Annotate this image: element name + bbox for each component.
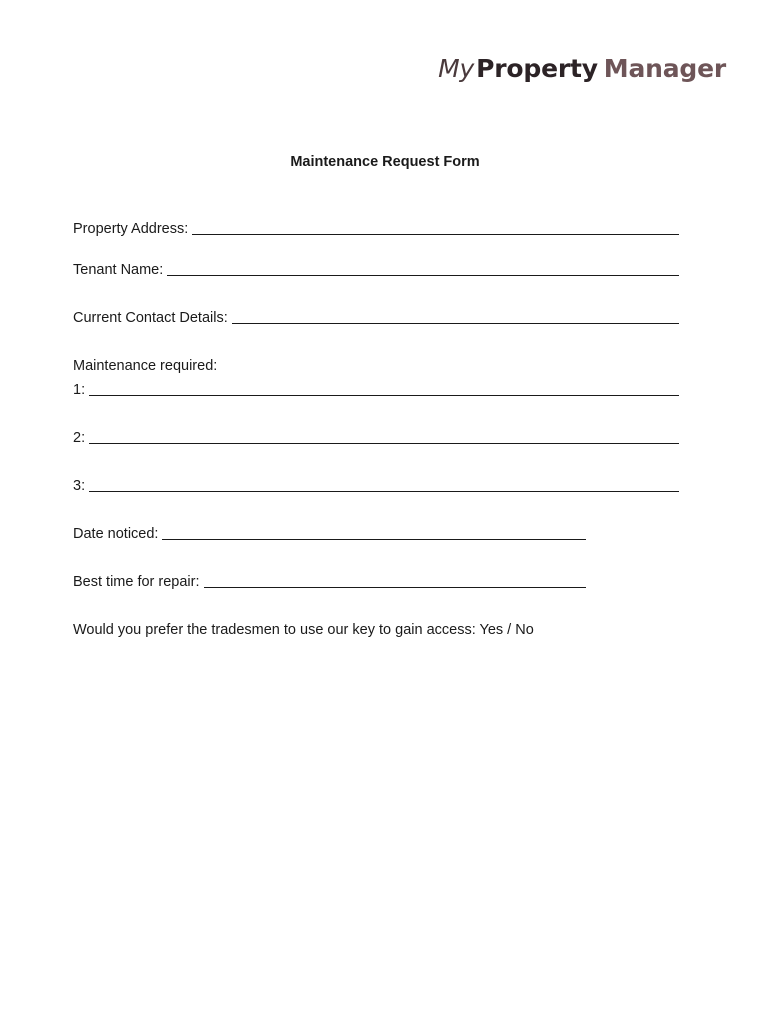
maintenance-item-2-row: [73, 429, 679, 447]
date-noticed-label: Date noticed:: [73, 526, 159, 542]
form-title: Maintenance Request Form: [290, 154, 480, 170]
contact-details-field[interactable]: [232, 323, 679, 324]
best-time-row: [73, 573, 586, 591]
property-address-label: Property Address:: [73, 221, 189, 237]
logo-property-text: Property: [476, 54, 598, 83]
contact-details-row: [73, 309, 679, 327]
tenant-name-row: [73, 261, 679, 279]
maintenance-item-1-row: [73, 381, 679, 399]
maintenance-required-heading: Maintenance required:: [73, 358, 218, 374]
key-access-question: Would you prefer the tradesmen to use our key to gain access: Yes / No: [73, 622, 534, 638]
logo-manager-text: Manager: [603, 54, 726, 83]
tenant-name-field[interactable]: [167, 275, 679, 276]
tenant-name-label: Tenant Name:: [73, 262, 164, 278]
date-noticed-row: [73, 525, 586, 543]
maintenance-item-3-field[interactable]: [89, 491, 679, 492]
property-address-field[interactable]: [192, 234, 679, 235]
best-time-field[interactable]: [204, 587, 586, 588]
maintenance-item-1-label: 1:: [73, 382, 86, 398]
brand-logo: [438, 52, 726, 86]
maintenance-item-3-label: 3:: [73, 478, 86, 494]
property-address-row: [73, 220, 679, 238]
maintenance-item-1-field[interactable]: [89, 395, 679, 396]
date-noticed-field[interactable]: [162, 539, 586, 540]
best-time-label: Best time for repair:: [73, 574, 200, 590]
maintenance-item-2-field[interactable]: [89, 443, 679, 444]
maintenance-item-2-label: 2:: [73, 430, 86, 446]
maintenance-item-3-row: [73, 477, 679, 495]
contact-details-label: Current Contact Details:: [73, 310, 228, 326]
logo-my-text: My: [438, 54, 475, 83]
